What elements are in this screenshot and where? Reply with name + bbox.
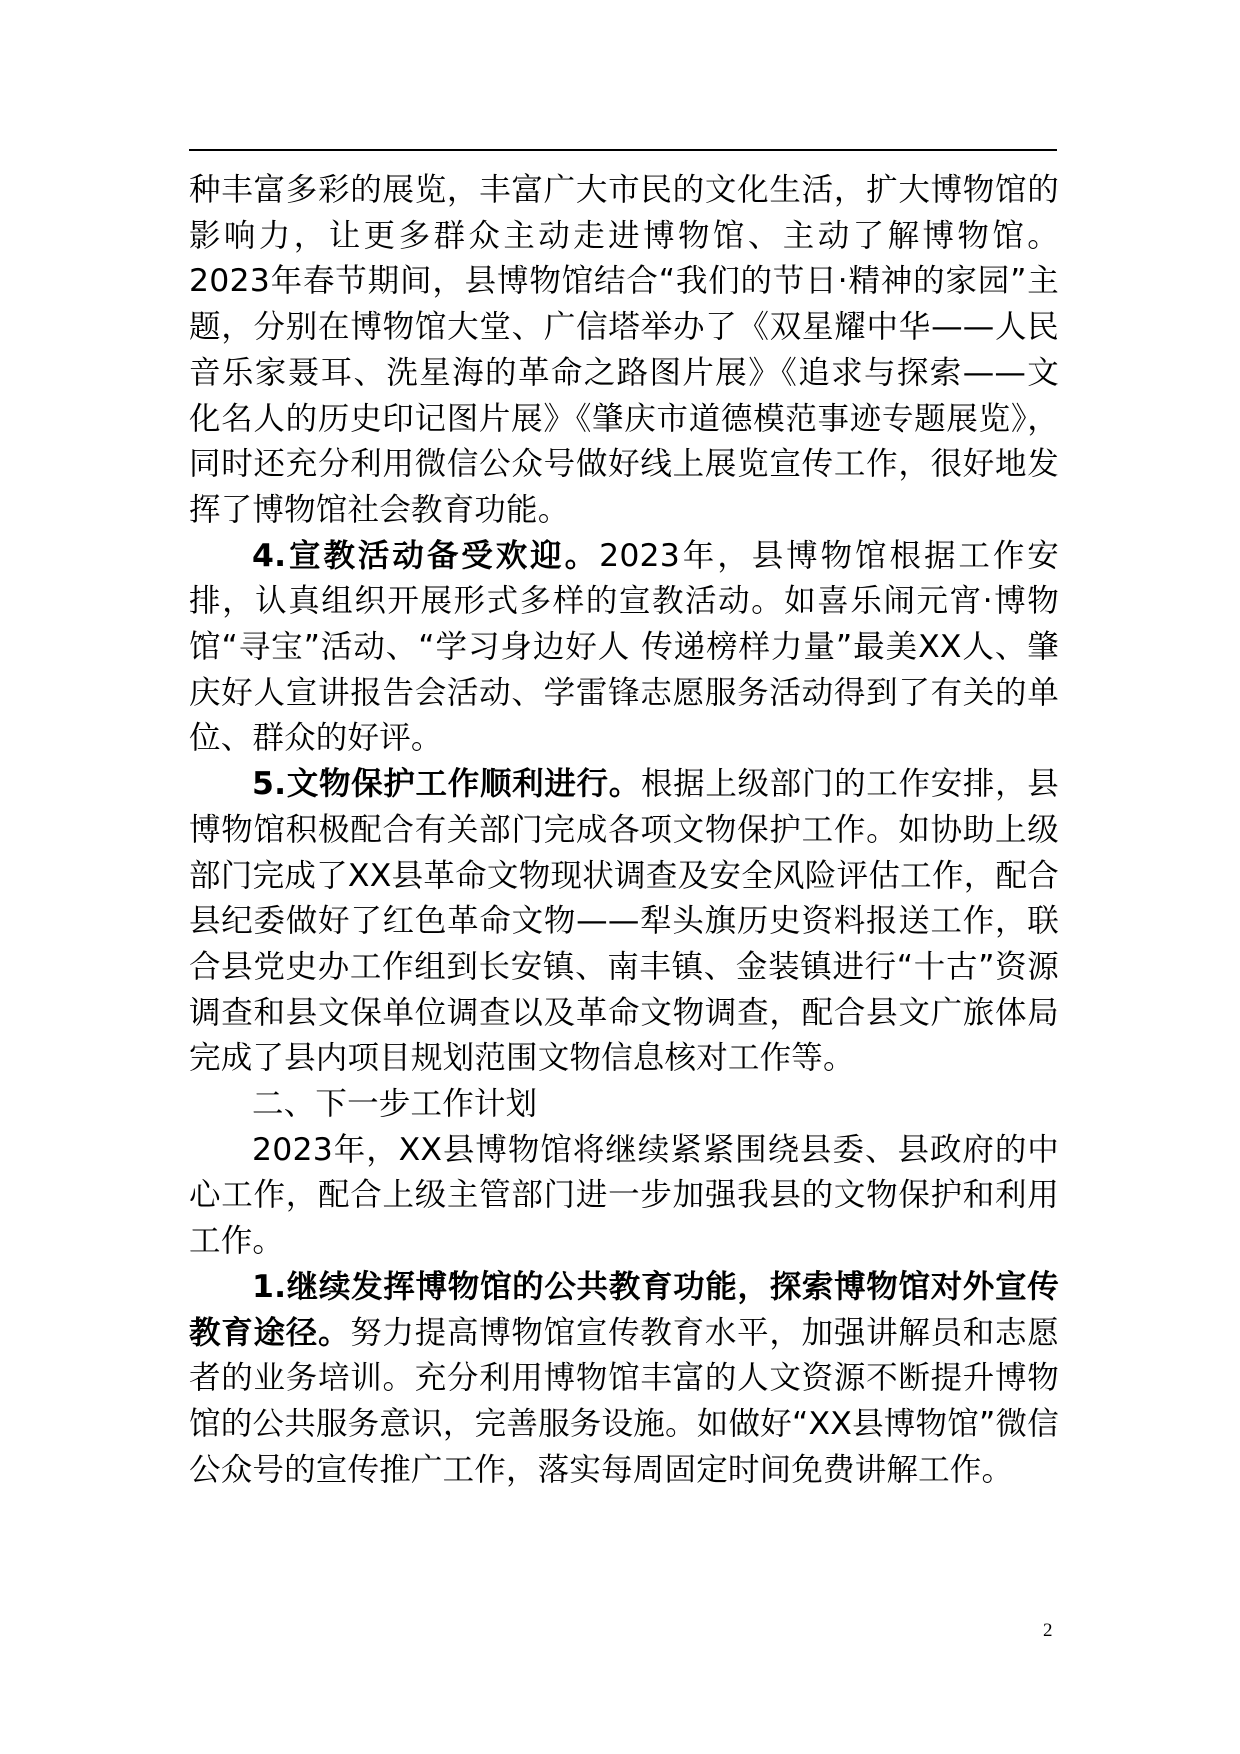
section-heading: 4.宣教活动备受欢迎。 (252, 537, 600, 574)
paragraph-relic-protection (189, 762, 1059, 1082)
document-body (189, 168, 1059, 1493)
paragraph-text: 根据上级部门的工作安排，县博物馆积极配合有关部门完成各项文物保护工作。如协助上级部门完成了XX县革命文物现状调查及安全风险评估工作，配合县纪委做好了红色革命文物——犁头旗历史资料报送工作，联合县党史办工作组到长安镇、南丰镇、金装镇进行“十古”资源调查和县文保单位调查以及革命文物调查，配合县文广旅体局完成了县内项目规划范围文物信息核对工作等。 (189, 766, 1059, 1077)
paragraph-exhibitions (189, 168, 1059, 534)
paragraph-text: 努力提高博物馆宣传教育水平，加强讲解员和志愿者的业务培训。充分利用博物馆丰富的人文资源不断提升博物馆的公共服务意识，完善服务设施。如做好“XX县博物馆”微信公众号的宣传推广工作，落实每周固定时间免费讲解工作。 (189, 1314, 1059, 1488)
page-number: 2 (1043, 1620, 1053, 1641)
paragraph-education-activities (189, 534, 1059, 763)
section-heading: 1.继续发挥博物馆的公共教育功能，探索博物馆对外宣传教育途径。 (189, 1268, 1059, 1351)
paragraph-text: 2023年，县博物馆根据工作安排，认真组织开展形式多样的宣教活动。如喜乐闹元宵·博物馆“寻宝”活动、“学习身边好人 传递榜样力量”最美XX人、肇庆好人宣讲报告会活动、学雷锋志愿服务活动得到了有关的单位、群众的好评。 (189, 537, 1059, 757)
paragraph-text: 种丰富多彩的展览，丰富广大市民的文化生活，扩大博物馆的影响力，让更多群众主动走进博物馆、主动了解博物馆。2023年春节期间，县博物馆结合“我们的节日·精神的家园”主题，分别在博物馆大堂、广信塔举办了《双星耀中华——人民音乐家聂耳、洗星海的革命之路图片展》《追求与探索——文化名人的历史印记图片展》《肇庆市道德模范事迹专题展览》，同时还充分利用微信公众号做好线上展览宣传工作，很好地发挥了博物馆社会教育功能。 (189, 172, 1059, 528)
paragraph-plan-intro (189, 1128, 1059, 1265)
section-heading: 5.文物保护工作顺利进行。 (252, 766, 641, 803)
paragraph-public-education (189, 1265, 1059, 1494)
section-title-next-plan (189, 1082, 1059, 1128)
header-rule (189, 149, 1057, 151)
paragraph-text: 2023年，XX县博物馆将继续紧紧围绕县委、县政府的中心工作，配合上级主管部门进一步加强我县的文物保护和利用工作。 (189, 1131, 1059, 1260)
paragraph-text: 二、下一步工作计划 (252, 1086, 538, 1123)
